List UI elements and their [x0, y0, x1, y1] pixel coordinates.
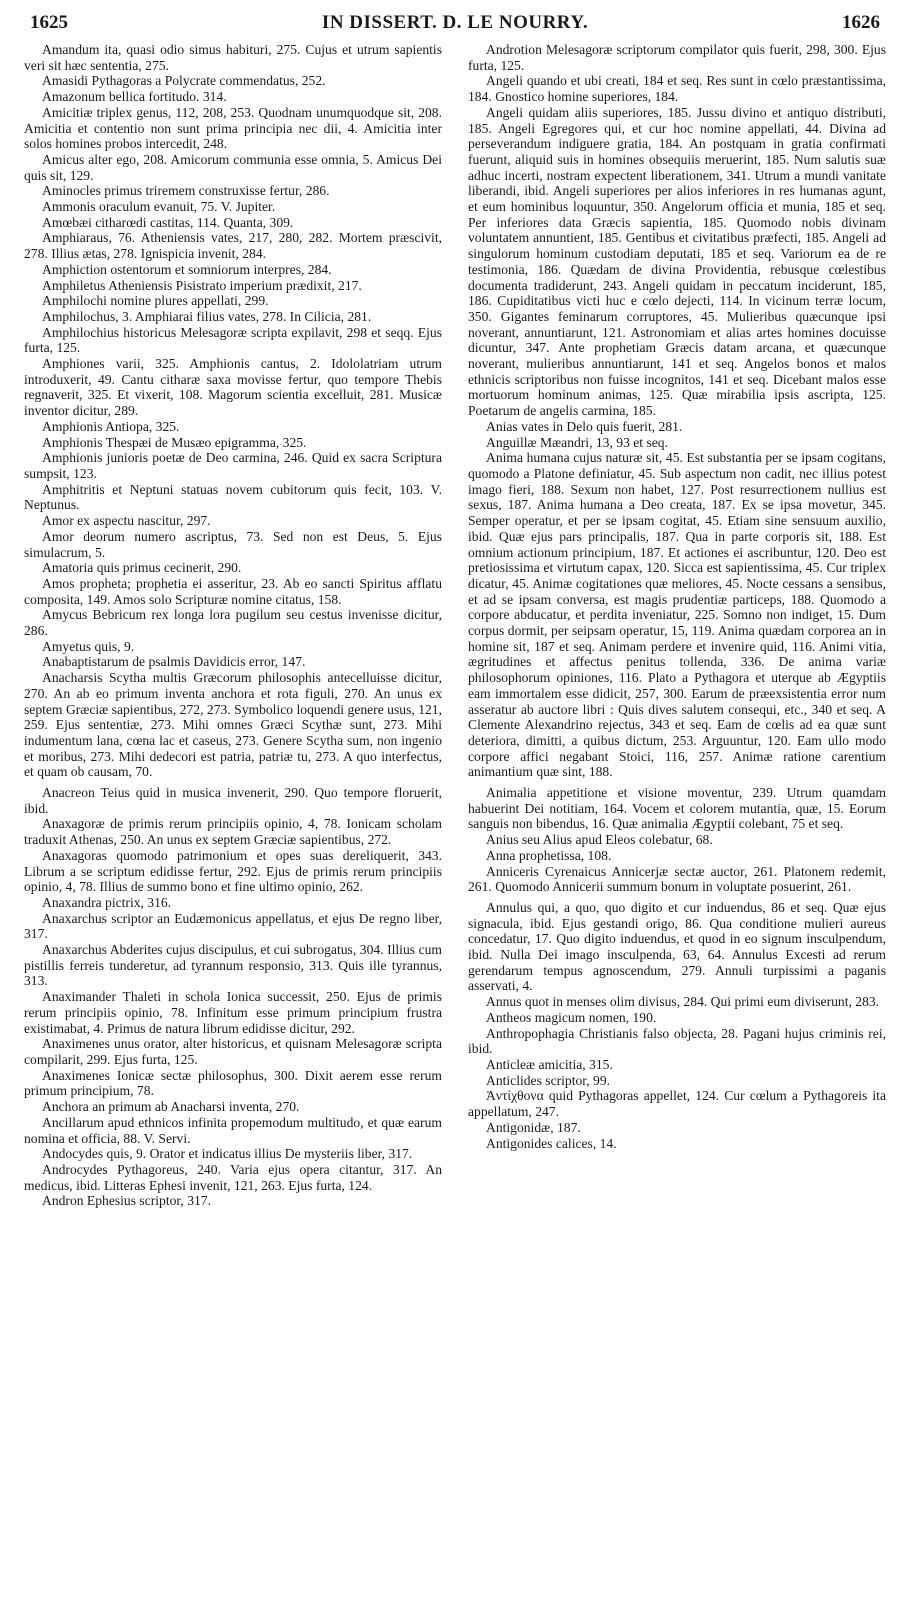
index-entry: Amphilochi nomine plures appellati, 299.	[42, 293, 269, 309]
index-entry: Amphiaraus, 76. Atheniensis vates, 217, 280, 282. Mortem præscivit, 278. Illius ætas, 278. Ignispicia invenit, 284.	[24, 230, 442, 262]
left-column	[24, 42, 442, 1597]
index-entry: Anguillæ Mæandri, 13, 93 et seq.	[486, 434, 668, 450]
index-entry: Anaxarchus scriptor an Eudæmonicus appellatus, et ejus De regno liber, 317.	[24, 910, 442, 942]
index-entry: Amycus Bebricum rex longa lora pugilum seu cestus invenisse dicitur, 286.	[24, 607, 442, 639]
index-entry: Anaximenes unus orator, alter historicus, et quisnam Melesagoræ scripta compilarit, 299. Ejus furta, 125.	[24, 1036, 442, 1067]
index-entry: Amyetus quis, 9.	[42, 638, 135, 654]
right-column	[468, 42, 886, 1597]
index-entry: Androtion Melesagoræ scriptorum compilator quis fuerit, 298, 300. Ejus furta, 125.	[468, 42, 886, 73]
index-entry: Amphilochus, 3. Amphiarai filius vates, 278. In Cilicia, 281.	[42, 308, 372, 324]
index-entry: Antigonides calices, 14.	[486, 1135, 617, 1151]
index-entry: Anna prophetissa, 108.	[486, 847, 612, 863]
page-number-right: 1626	[842, 12, 880, 33]
page-header	[30, 12, 880, 40]
index-entry: Ἀντίχθονα quid Pythagoras appellet, 124. Cur cœlum a Pythagoreis ita appellatum, 247.	[468, 1088, 886, 1120]
index-entry: Anaxarchus Abderites cujus discipulus, et cui subrogatus, 304. Illius cum pistillis ferreis tunderetur, ad tyrannum responsio, 313. Quis ille tyrannus, 313.	[24, 942, 442, 989]
index-entry: Antheos magicum nomen, 190.	[486, 1009, 657, 1025]
index-entry: Ancillarum apud ethnicos infinita propemodum multitudo, et quæ earum nomina et officia, 88. V. Servi.	[24, 1114, 442, 1146]
index-entry: Amphionis junioris poetæ de Deo carmina, 246. Quid ex sacra Scriptura sumpsit, 123.	[24, 450, 442, 481]
index-entry: Andocydes quis, 9. Orator et indicatus illius De mysteriis liber, 317.	[42, 1146, 413, 1162]
index-entry: Anius seu Alius apud Eleos colebatur, 68.	[486, 832, 713, 848]
index-entry: Angeli quando et ubi creati, 184 et seq. Res sunt in cœlo præstantissima, 184. Gnostico homine superiores, 184.	[468, 73, 886, 105]
index-entry: Anticlides scriptor, 99.	[486, 1072, 611, 1088]
index-entry: Anias vates in Delo quis fuerit, 281.	[486, 418, 683, 434]
index-entry: Aminocles primus triremem construxisse fertur, 286.	[42, 183, 330, 199]
index-entry: Annus quot in menses olim divisus, 284. Qui primi eum diviserunt, 283.	[486, 994, 880, 1010]
index-entry: Anaximenes Ionicæ sectæ philosophus, 300. Dixit aerem esse rerum primum principium, 78.	[24, 1067, 442, 1099]
running-title: IN DISSERT. D. LE NOURRY.	[321, 12, 589, 33]
index-entry: Animalia appetitione et visione moventur, 239. Utrum quamdam habuerint Dei notitiam, 164. Vocem et colorem mutantia, quæ, 15. Eorum sanguis non bibendus, 16. Quæ animalia Ægyptii colebant, 75 et seq.	[468, 785, 886, 832]
index-entry: Ammonis oraculum evanuit, 75. V. Jupiter.	[42, 199, 276, 215]
index-entry: Amphilochius historicus Melesagoræ scripta expilavit, 298 et seqq. Ejus furta, 125.	[24, 324, 442, 356]
index-entry: Amphionis Antiopa, 325.	[42, 418, 180, 434]
index-entry: Antigonidæ, 187.	[486, 1119, 581, 1135]
index-entry: Anabaptistarum de psalmis Davidicis error, 147.	[42, 654, 306, 670]
index-entry: Amphiction ostentorum et somniorum interpres, 284.	[42, 261, 332, 277]
index-entry: Anchora an primum ab Anacharsi inventa, 270.	[42, 1099, 300, 1115]
index-entry: Androcydes Pythagoreus, 240. Varia ejus opera citantur, 317. An medicus, ibid. Litteras Ephesi invenit, 121, 263. Ejus furta, 124.	[24, 1161, 442, 1193]
index-entry: Amazonum bellica fortitudo. 314.	[42, 89, 227, 105]
index-entry: Amphiletus Atheniensis Pisistrato imperium prædixit, 217.	[42, 277, 362, 293]
index-entry: Amos propheta; prophetia ei asseritur, 23. Ab eo sancti Spiritus afflatu composita, 149. Amos solo Scripturæ nomine citatus, 158.	[24, 575, 442, 607]
index-entry: Amphiones varii, 325. Amphionis cantus, 2. Idololatriam utrum introduxerit, 49. Cantu citharæ saxa movisse fertur, quo tempore Thebis regnaverit, 325. Et vixerit, 108. Magorum scientia excelluit, 281. Musicæ inventor dicitur, 289.	[24, 356, 442, 419]
index-entry: Angeli quidam aliis superiores, 185. Jussu divino et antiquo distributi, 185. Angeli Egregores qui, et cur hoc nomine appellati, 44. Divina ad perseverandum indiguere gratia, 184. An postquam in gratia confirmati fuerunt, aliquid suis in homines obsequiis meruerint, 185. Num salutis suæ adhuc incerti, nostram expectent liberationem, 341. Utrum a mundi vanitate liberandi, ibid. Angeli superiores per alios inferiores in res humanas agunt, et eum hominibus loquuntur, 350. Angelorum officia et munia, 185 et seq. Per inferiores data Græcis sapientia, 185. Quomodo nobis divinam voluntatem annuntient, 185. Gentibus et civitatibus præfecti, 185. Angeli ad singulorum hominum custodiam deputati, 185 et seq. Variorum ea de re testimonia, 186. Quædam de divina Providentia, rebusque cœlestibus documenta tradiderunt, 243. Angeli quidam in peccatum inciderunt, 185, 186. Cupiditatibus victi huc e cœlo dejecti, 114. In vicinum terræ locum, 350. Gigantes feminarum corruptores, 45. Mulieribus quæcunque ipsi noverant, annuntiarunt, 121. Astronomiam et alias artes homines docuisse dicuntur, 347. Ante prophetiam Græcis datam arcana, et quæcunque noverant, mulieribus annuntiarunt, 141 et seq. Angelos bonos et malos ethnicis scriptoribus non fuisse incognitos, 141 et seq. Dicebant malos esse mortuorum hominum animas, 125. Quæ mirabilia ipsis ascripta, 125. Poetarum de angelis carmina, 185.	[468, 104, 886, 419]
index-entry: Amasidi Pythagoras a Polycrate commendatus, 252.	[42, 73, 326, 89]
page-number-left: 1625	[30, 12, 68, 33]
index-entry: Anacreon Teius quid in musica invenerit, 290. Quo tempore floruerit, ibid.	[24, 785, 442, 816]
index-entry: Amatoria quis primus cecinerit, 290.	[42, 560, 242, 576]
index-entry: Amandum ita, quasi odio simus habituri, 275. Cujus et utrum sapientis veri sit hæc sententia, 275.	[24, 42, 442, 73]
index-entry: Annulus qui, a quo, quo digito et cur induendus, 86 et seq. Quæ ejus signacula, ibid. Ejus gestandi origo, 86. Qua conditione mulieri aureus concedatur, 17. Quo digito induendus, et quod in eo signum insculpendum, ibid. Nulla Dei imago insculpenda, 63, 64. Annulus Excesti ad rerum gerendarum tempus agnoscendum, 279. Annuli turpissimi a paganis asservati, 4.	[468, 899, 886, 994]
index-entry: Amphionis Thespæi de Musæo epigramma, 325.	[42, 434, 307, 450]
index-entry: Amœbæi citharœdi castitas, 114. Quanta, 309.	[42, 214, 294, 230]
index-entry: Amor deorum numero ascriptus, 73. Sed non est Deus, 5. Ejus simulacrum, 5.	[24, 528, 442, 560]
index-entry: Anaxagoras quomodo patrimonium et opes suas dereliquerit, 343. Librum a se scriptum edidisse fertur, 292. Ejus de primis rerum principiis opinio, 4, 78. Illius de summo bono et fine ultimo opinio, 262.	[24, 847, 442, 895]
index-entry: Amicus alter ego, 208. Amicorum communia esse omnia, 5. Amicus Dei quis sit, 129.	[24, 151, 442, 183]
index-entry: Anacharsis Scytha multis Græcorum philosophis antecelluisse dicitur, 270. An ab eo primum inventa anchora et rota figuli, 270. An unus ex septem Græciæ sapientibus, 272, 273. Symbolico loquendi genere usus, 121, 259. Ejus sententiæ, 273. Mihi omnes Græci Scythæ sunt, 273. Mihi indumentum lana, cœna lac et caseus, 273. Genere Scytha sum, non ingenio et moribus, 273. Mihi dedecori est patria, patriæ tu, 273. A quo interfectus, et quam ob causam, 70.	[24, 670, 442, 780]
index-entry: Amicitiæ triplex genus, 112, 208, 253. Quodnam unumquodque sit, 208. Amicitia et contentio non sunt prima principia nec dii, 4. Amicitia inter solos homines probos intercedit, 248.	[24, 104, 442, 152]
index-entry: Andron Ephesius scriptor, 317.	[42, 1193, 211, 1209]
index-entry: Anticleæ amicitia, 315.	[486, 1057, 613, 1072]
index-entry: Anima humana cujus naturæ sit, 45. Est substantia per se ipsam cogitans, quomodo a Platone definiatur, 45. Sub aspectum non cadit, nec illius potest imago fieri, 188. Sexum non habet, 127. Post resurrectionem nullius est sexus, 187. Anima humana a Deo creata, 187. Ex se ipsa movetur, 345. Semper operatur, et per se ipsam cogitat, 45. Etiam sine sensuum auxilio, ibid. Quæ ejus pars principalis, 187. Qua in parte corporis sit, 188. Est omnium actionum principium, 187. Et actiones ei ascribuntur, 120. Deo est pretiosissima et virtutum capax, 120. Sicca est sapientissima, 45. Cur triplex dicatur, 45. Animæ cogitationes quæ meliores, 45. Nocte cessans a sensibus, et ad se ipsam conversa, est magis prudentiæ particeps, 188. Quomodo a corpore abducatur, et perdita inveniatur, 225. Somno non indiget, 15. Dum corpus dormit, per seipsam operatur, 15, 119. Anima quædam corporea an in homine sit, 187 et seq. Animam perdere et invenire quid, 116. Animi vitia, ægritudines et affectus penitus tollenda, 336. De anima variæ philosophorum opiniones, 116. Plato a Pythagora et uterque ab Ægyptiis eam immortalem esse didicit, 257, 300. Earum de præexsistentia error num asseratur ab auctore libri : Quis dives salutem consequi, etc., 340 et seq. A Clemente Alexandrino rejectus, 343 et seq. Eam de cœlis ad ea quæ sunt deteriora, dimitti, a quibus dictum, 253. Arguuntur, 120. Eam ullo modo corpore affici negabant Stoici, 116, 257. Animæ ratione carentium animantium quæ sint, 188.	[468, 450, 886, 780]
index-entry: Anaxagoræ de primis rerum principiis opinio, 4, 78. Ionicam scholam traduxit Athenas, 250. An unus ex septem Græciæ sapientibus, 272.	[24, 816, 442, 848]
index-entry: Anaximander Thaleti in schola Ionica successit, 250. Ejus de primis rerum principiis opinio, 78. Infinitum esse primum principium frustra existimabat, 4. Primus de natura librum edidisse dicitur, 292.	[24, 989, 442, 1036]
index-entry: Amphitritis et Neptuni statuas novem cubitorum quis fecit, 103. V. Neptunus.	[24, 481, 442, 513]
index-entry: Anaxandra pictrix, 316.	[42, 894, 172, 910]
index-entry: Anniceris Cyrenaicus Annicerjæ sectæ auctor, 261. Platonem redemit, 261. Quomodo Annicerii summum bonum in voluptate posuerint, 261.	[468, 863, 886, 895]
index-entry: Amor ex aspectu nascitur, 297.	[42, 513, 211, 529]
index-entry: Anthropophagia Christianis falso objecta, 28. Pagani hujus criminis rei, ibid.	[468, 1025, 886, 1057]
